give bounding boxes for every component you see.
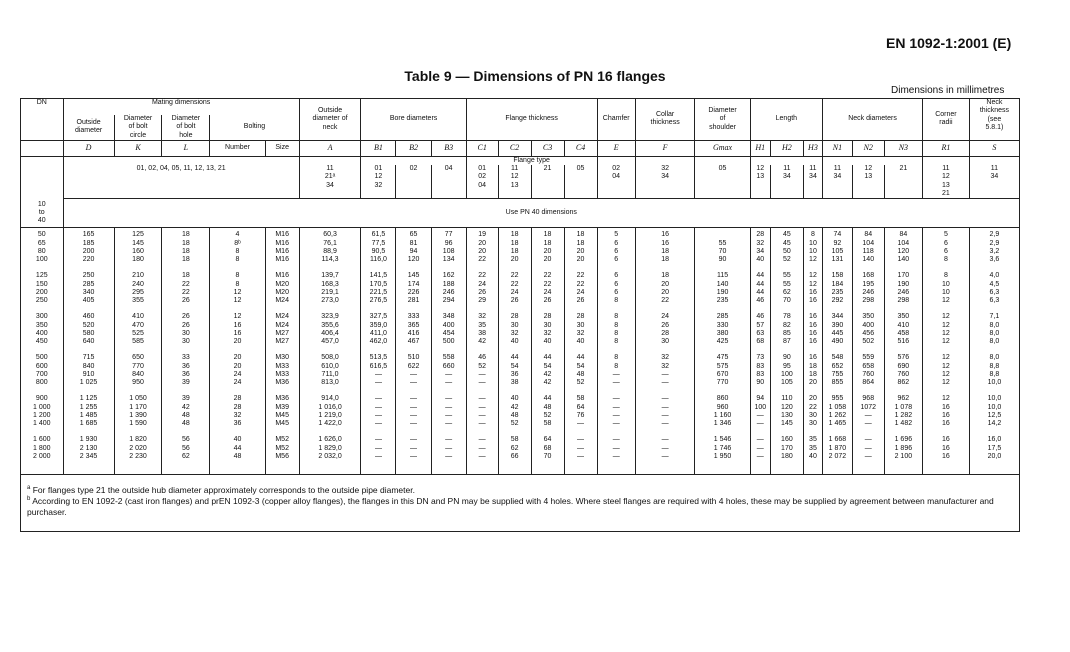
dn-cell: 900 1 000 1 200 1 400 (21, 392, 64, 433)
table-cell: 35 35 40 (803, 433, 822, 475)
neck-thickness-header: Neck thickness (see 5.8.1) (969, 99, 1019, 141)
symbol-cell: S (969, 140, 1019, 156)
table-row (21, 351, 1020, 392)
dn-cell: 1 600 1 800 2 000 (21, 433, 64, 475)
table-cell: 46 52 — — (466, 351, 498, 392)
table-cell: 8 8 8 8 (597, 310, 635, 351)
table-cell: 44 54 48 52 (564, 351, 597, 392)
table-cell: M24 M24 M27 M27 (265, 310, 299, 351)
flange-type-B1: 01 12 32 (361, 165, 396, 199)
table-cell: 250 285 340 405 (63, 269, 114, 310)
table-cell: 18 18 20 20 (531, 228, 564, 270)
table-cell: 158 184 235 292 (823, 269, 853, 310)
footnote-b-mark: b (27, 496, 31, 503)
table-cell: 7,1 8,0 8,0 8,0 (969, 310, 1019, 351)
collar-thickness-header: Collar thickness (635, 99, 695, 141)
table-cell: — — — (597, 433, 635, 475)
table-cell: 513,5 616,5 — — (361, 351, 396, 392)
table-cell: 558 660 — — (431, 351, 466, 392)
table-cell: 350 410 458 516 (884, 310, 922, 351)
dn-symbol-cell (21, 140, 64, 156)
symbol-cell: C4 (564, 140, 597, 156)
table-cell: 323,9 355,6 406,4 457,0 (299, 310, 361, 351)
table-cell: 12 12 16 16 (803, 269, 822, 310)
table-cell: 19 20 20 22 (466, 228, 498, 270)
bolt-hole-header: Diameter of bolt hole (162, 115, 210, 140)
table-cell: 5 6 6 8 (923, 228, 970, 270)
table-cell: 16 16 16 (923, 433, 970, 475)
table-cell: M36 M39 M45 M45 (265, 392, 299, 433)
table-cell: 650 770 840 950 (114, 351, 162, 392)
table-cell: — — — — (396, 392, 431, 433)
table-cell: 44 48 52 58 (531, 392, 564, 433)
footnote-a-mark: a (27, 485, 31, 492)
table-cell: 1 820 2 020 2 230 (114, 433, 162, 475)
table-cell: 860 960 1 160 1 346 (695, 392, 750, 433)
table-cell: 1 668 1 870 2 072 (823, 433, 853, 475)
symbol-cell: D (63, 140, 114, 156)
table-row (21, 269, 1020, 310)
flange-type-label: Flange type (466, 156, 597, 165)
symbol-cell: N3 (884, 140, 922, 156)
flange-type-C1: 01 02 04 (466, 165, 498, 199)
table-cell: 1 626,0 1 829,0 2 032,0 (299, 433, 361, 475)
table-cell: 4 8ᵇ 8 8 (210, 228, 265, 270)
flange-type-N2: 12 13 (852, 165, 884, 199)
bolting-header: Bolting (210, 115, 299, 140)
table-cell: 139,7 168,3 219,1 273,0 (299, 269, 361, 310)
table-cell: 18 18 18 18 (162, 228, 210, 270)
footnote-a (27, 485, 1013, 496)
symbol-cell: F (635, 140, 695, 156)
table-cell: 22 22 24 26 (564, 269, 597, 310)
table-cell: 168 195 246 298 (852, 269, 884, 310)
dn-header: DN (21, 99, 64, 141)
dn-cell: 500 600 700 800 (21, 351, 64, 392)
flange-type-A: 11 21ᵃ 34 (299, 165, 361, 199)
table-cell: 61,5 77,5 90,5 116,0 (361, 228, 396, 270)
table-cell: 160 170 180 (770, 433, 803, 475)
table-cell: 18 20 20 22 (635, 269, 695, 310)
table-cell: 58 62 66 (498, 433, 531, 475)
table-cell: 58 64 76 — (564, 392, 597, 433)
table-cell: 44 54 42 42 (531, 351, 564, 392)
footnote-b-text: According to EN 1092-2 (cast iron flanges) and prEN 1092-3 (copper alloy flanges), the flanges in this DN and PN may be supplied with 4 holes. Where steel flanges are required with 4 holes, these may be supplied by agreement between manufacturer and purchaser. (27, 496, 994, 518)
table-cell: 32 35 38 42 (466, 310, 498, 351)
dn-type-cell (21, 156, 64, 198)
use-pn40-note: Use PN 40 dimensions (63, 199, 1019, 228)
symbol-cell: C1 (466, 140, 498, 156)
table-cell: — — — (396, 433, 431, 475)
table-cell: 145 174 226 281 (396, 269, 431, 310)
table-cell: 548 652 755 855 (823, 351, 853, 392)
table-cell: 16 18 18 20 (803, 351, 822, 392)
flange-type-H2: 11 34 (770, 165, 803, 199)
table-cell: 28 30 32 40 (564, 310, 597, 351)
table-cell: 327,5 359,0 411,0 462,0 (361, 310, 396, 351)
outside-diameter-header: Outside diameter (63, 115, 114, 140)
table-cell: M16 M16 M16 M16 (265, 228, 299, 270)
table-cell: 78 82 85 87 (770, 310, 803, 351)
table-cell: 60,3 76,1 88,9 114,3 (299, 228, 361, 270)
flange-type-C4: 05 (564, 165, 597, 199)
table-cell: 84 104 120 140 (884, 228, 922, 270)
flange-table (20, 98, 1020, 532)
flange-type-B2: 02 (396, 165, 431, 199)
table-cell: 32 32 — — (635, 351, 695, 392)
table-cell: 333 365 416 467 (396, 310, 431, 351)
document-code: EN 1092-1:2001 (E) (886, 35, 1012, 51)
table-cell: 45 45 50 52 (770, 228, 803, 270)
table-cell: 40 44 48 (210, 433, 265, 475)
table-row (21, 392, 1020, 433)
dn-cell: 50 65 80 100 (21, 228, 64, 270)
flange-type-S: 11 34 (969, 165, 1019, 199)
table-cell: — — — (431, 433, 466, 475)
flange-type-F: 32 34 (635, 165, 695, 199)
table-cell: 33 36 36 39 (162, 351, 210, 392)
flange-type-R1: 11 12 13 21 (923, 165, 970, 199)
dn-range-cell: 10 to 40 (21, 199, 64, 228)
table-cell: — — — (361, 433, 396, 475)
flange-type-C3: 21 (531, 165, 564, 199)
table-cell: 24 26 28 30 (635, 310, 695, 351)
table-cell: 460 520 580 640 (63, 310, 114, 351)
table-cell: 28 30 32 40 (531, 310, 564, 351)
table-cell: 962 1 078 1 282 1 482 (884, 392, 922, 433)
number-header: Number (210, 140, 265, 156)
flange-type-N3: 21 (884, 165, 922, 199)
table-cell: M30 M33 M33 M36 (265, 351, 299, 392)
table-cell: 141,5 170,5 221,5 276,5 (361, 269, 396, 310)
table-cell: 94 100 — — (750, 392, 770, 433)
table-cell: — — — (564, 433, 597, 475)
symbol-cell: C3 (531, 140, 564, 156)
table-cell: 56 56 62 (162, 433, 210, 475)
table-cell: 22 24 26 29 (466, 269, 498, 310)
size-header: Size (265, 140, 299, 156)
table-cell: 1 546 1 746 1 950 (695, 433, 750, 475)
table-title: Table 9 — Dimensions of PN 16 flanges (404, 68, 666, 84)
symbol-cell: B2 (396, 140, 431, 156)
flange-table-wrap (20, 98, 1020, 556)
table-cell: 12 12 12 12 (923, 310, 970, 351)
flange-type-H1: 12 13 (750, 165, 770, 199)
table-cell: 22 22 24 26 (498, 269, 531, 310)
table-cell: 344 390 445 490 (823, 310, 853, 351)
dn-cell: 300 350 400 450 (21, 310, 64, 351)
table-cell: 84 104 118 140 (852, 228, 884, 270)
flange-thickness-header: Flange thickness (466, 99, 597, 141)
flange-type-C2: 11 12 13 (498, 165, 531, 199)
table-cell: 125 145 160 180 (114, 228, 162, 270)
table-cell: 410 470 525 585 (114, 310, 162, 351)
table-cell: 90 95 100 105 (770, 351, 803, 392)
symbol-cell: E (597, 140, 635, 156)
neck-diameters-header: Neck diameters (823, 99, 923, 141)
table-cell: 55 55 62 70 (770, 269, 803, 310)
dn-cell: 125 150 200 250 (21, 269, 64, 310)
table-cell: 8 8 — — (597, 351, 635, 392)
flange-type-H3: 11 34 (803, 165, 822, 199)
table-cell: 8,0 8,8 8,8 10,0 (969, 351, 1019, 392)
table-cell: 1 050 1 170 1 390 1 590 (114, 392, 162, 433)
table-cell: 46 57 63 68 (750, 310, 770, 351)
table-cell: 348 400 454 500 (431, 310, 466, 351)
table-cell: 4,0 4,5 6,3 6,3 (969, 269, 1019, 310)
table-cell: 28 32 34 40 (750, 228, 770, 270)
table-cell: 40 42 48 52 (498, 392, 531, 433)
symbol-cell: R1 (923, 140, 970, 156)
table-cell: 110 120 130 145 (770, 392, 803, 433)
table-cell: 510 622 — — (396, 351, 431, 392)
table-cell: 18 22 22 26 (162, 269, 210, 310)
length-header: Length (750, 99, 822, 141)
table-cell: 115 140 190 235 (695, 269, 750, 310)
table-cell: — — — — (431, 392, 466, 433)
table-cell: 16 16 18 18 (635, 228, 695, 270)
table-cell: — — — (750, 433, 770, 475)
table-cell: 955 1 058 1 262 1 465 (823, 392, 853, 433)
table-row (21, 228, 1020, 270)
symbol-cell: N1 (823, 140, 853, 156)
table-cell: 576 690 760 862 (884, 351, 922, 392)
table-cell: 16,0 17,5 20,0 (969, 433, 1019, 475)
table-cell: 64 68 70 (531, 433, 564, 475)
footnote-a-text: For flanges type 21 the outside hub diameter approximately corresponds to the outside pipe diameter. (32, 485, 415, 496)
table-cell: 26 26 30 30 (162, 310, 210, 351)
table-row (21, 310, 1020, 351)
table-cell: 20 20 24 24 (210, 351, 265, 392)
symbol-cell: H2 (770, 140, 803, 156)
table-cell: 22 22 24 26 (531, 269, 564, 310)
flange-type-G: 05 (695, 165, 750, 199)
table-cell: 8 10 10 12 (923, 269, 970, 310)
table-cell: — — — — (597, 392, 635, 433)
table-cell: 8 10 10 12 (803, 228, 822, 270)
table-cell: 55 70 90 (695, 228, 750, 270)
table-cell: — — — — (635, 392, 695, 433)
table-cell: 170 190 246 298 (884, 269, 922, 310)
flange-type-B3: 04 (431, 165, 466, 199)
table-cell: — — — — (466, 392, 498, 433)
units-note: Dimensions in millimetres (891, 85, 1005, 96)
table-cell: 44 44 44 46 (750, 269, 770, 310)
table-cell: 1 696 1 896 2 100 (884, 433, 922, 475)
table-cell: M52 M52 M56 (265, 433, 299, 475)
table-cell: 285 330 380 425 (695, 310, 750, 351)
table-cell: 508,0 610,0 711,0 813,0 (299, 351, 361, 392)
table-cell: M16 M20 M20 M24 (265, 269, 299, 310)
table-cell: 28 28 32 36 (210, 392, 265, 433)
table-cell: — — — (466, 433, 498, 475)
table-cell: 16 16 16 16 (803, 310, 822, 351)
symbol-cell: A (299, 140, 361, 156)
table-cell: 77 96 108 134 (431, 228, 466, 270)
table-cell: 1 125 1 255 1 485 1 685 (63, 392, 114, 433)
table-cell: — — — — (361, 392, 396, 433)
table-cell: 559 658 760 864 (852, 351, 884, 392)
table-cell: 350 400 456 502 (852, 310, 884, 351)
chamfer-header: Chamfer (597, 99, 635, 141)
table-cell: 12 12 12 12 (923, 351, 970, 392)
table-cell: 28 30 32 40 (498, 310, 531, 351)
table-cell: 210 240 295 355 (114, 269, 162, 310)
table-cell: 1 930 2 130 2 345 (63, 433, 114, 475)
symbol-cell: K (114, 140, 162, 156)
symbol-cell: L (162, 140, 210, 156)
table-cell: — — — (635, 433, 695, 475)
shoulder-diameter-header: Diameter of shoulder (695, 99, 750, 141)
flange-type-E: 02 04 (597, 165, 635, 199)
mating-dimensions-header: Mating dimensions (63, 99, 299, 116)
table-cell: 12 16 16 20 (210, 310, 265, 351)
table-cell: 2,9 2,9 3,2 3,6 (969, 228, 1019, 270)
footnotes (21, 475, 1020, 532)
table-cell: 475 575 670 770 (695, 351, 750, 392)
bore-diameters-header: Bore diameters (361, 99, 466, 141)
table-cell: 715 840 910 1 025 (63, 351, 114, 392)
table-cell: 8 8 12 12 (210, 269, 265, 310)
table-cell: 6 6 6 8 (597, 269, 635, 310)
table-cell: — — — (852, 433, 884, 475)
symbol-cell: H3 (803, 140, 822, 156)
table-row (21, 433, 1020, 475)
table-cell: 39 42 48 48 (162, 392, 210, 433)
corner-radii-header: Corner radii (923, 99, 970, 141)
symbol-cell: N2 (852, 140, 884, 156)
symbol-cell: C2 (498, 140, 531, 156)
table-cell: 914,0 1 016,0 1 219,0 1 422,0 (299, 392, 361, 433)
symbol-cell: B1 (361, 140, 396, 156)
table-cell: 18 18 18 20 (498, 228, 531, 270)
table-cell: 73 83 83 90 (750, 351, 770, 392)
bolt-circle-header: Diameter of bolt circle (114, 115, 162, 140)
table-cell: 162 188 246 294 (431, 269, 466, 310)
symbol-cell: Gmax (695, 140, 750, 156)
table-cell: 74 92 105 131 (823, 228, 853, 270)
table-cell: 10,0 10,0 12,5 14,2 (969, 392, 1019, 433)
table-cell: 20 22 30 30 (803, 392, 822, 433)
footnote-b (27, 496, 1013, 518)
flange-type-mating: 01, 02, 04, 05, 11, 12, 13, 21 (63, 165, 299, 199)
table-cell: 165 185 200 220 (63, 228, 114, 270)
flange-type-N1: 11 34 (823, 165, 853, 199)
symbol-cell: H1 (750, 140, 770, 156)
symbol-cell: B3 (431, 140, 466, 156)
table-cell: 44 54 36 38 (498, 351, 531, 392)
table-cell: 65 81 94 120 (396, 228, 431, 270)
table-cell: 12 16 16 16 (923, 392, 970, 433)
neck-outside-diameter-header: Outside diameter of neck (299, 99, 361, 141)
table-cell: 18 18 20 20 (564, 228, 597, 270)
table-cell: 968 1072 — — (852, 392, 884, 433)
table-cell: 5 6 6 6 (597, 228, 635, 270)
